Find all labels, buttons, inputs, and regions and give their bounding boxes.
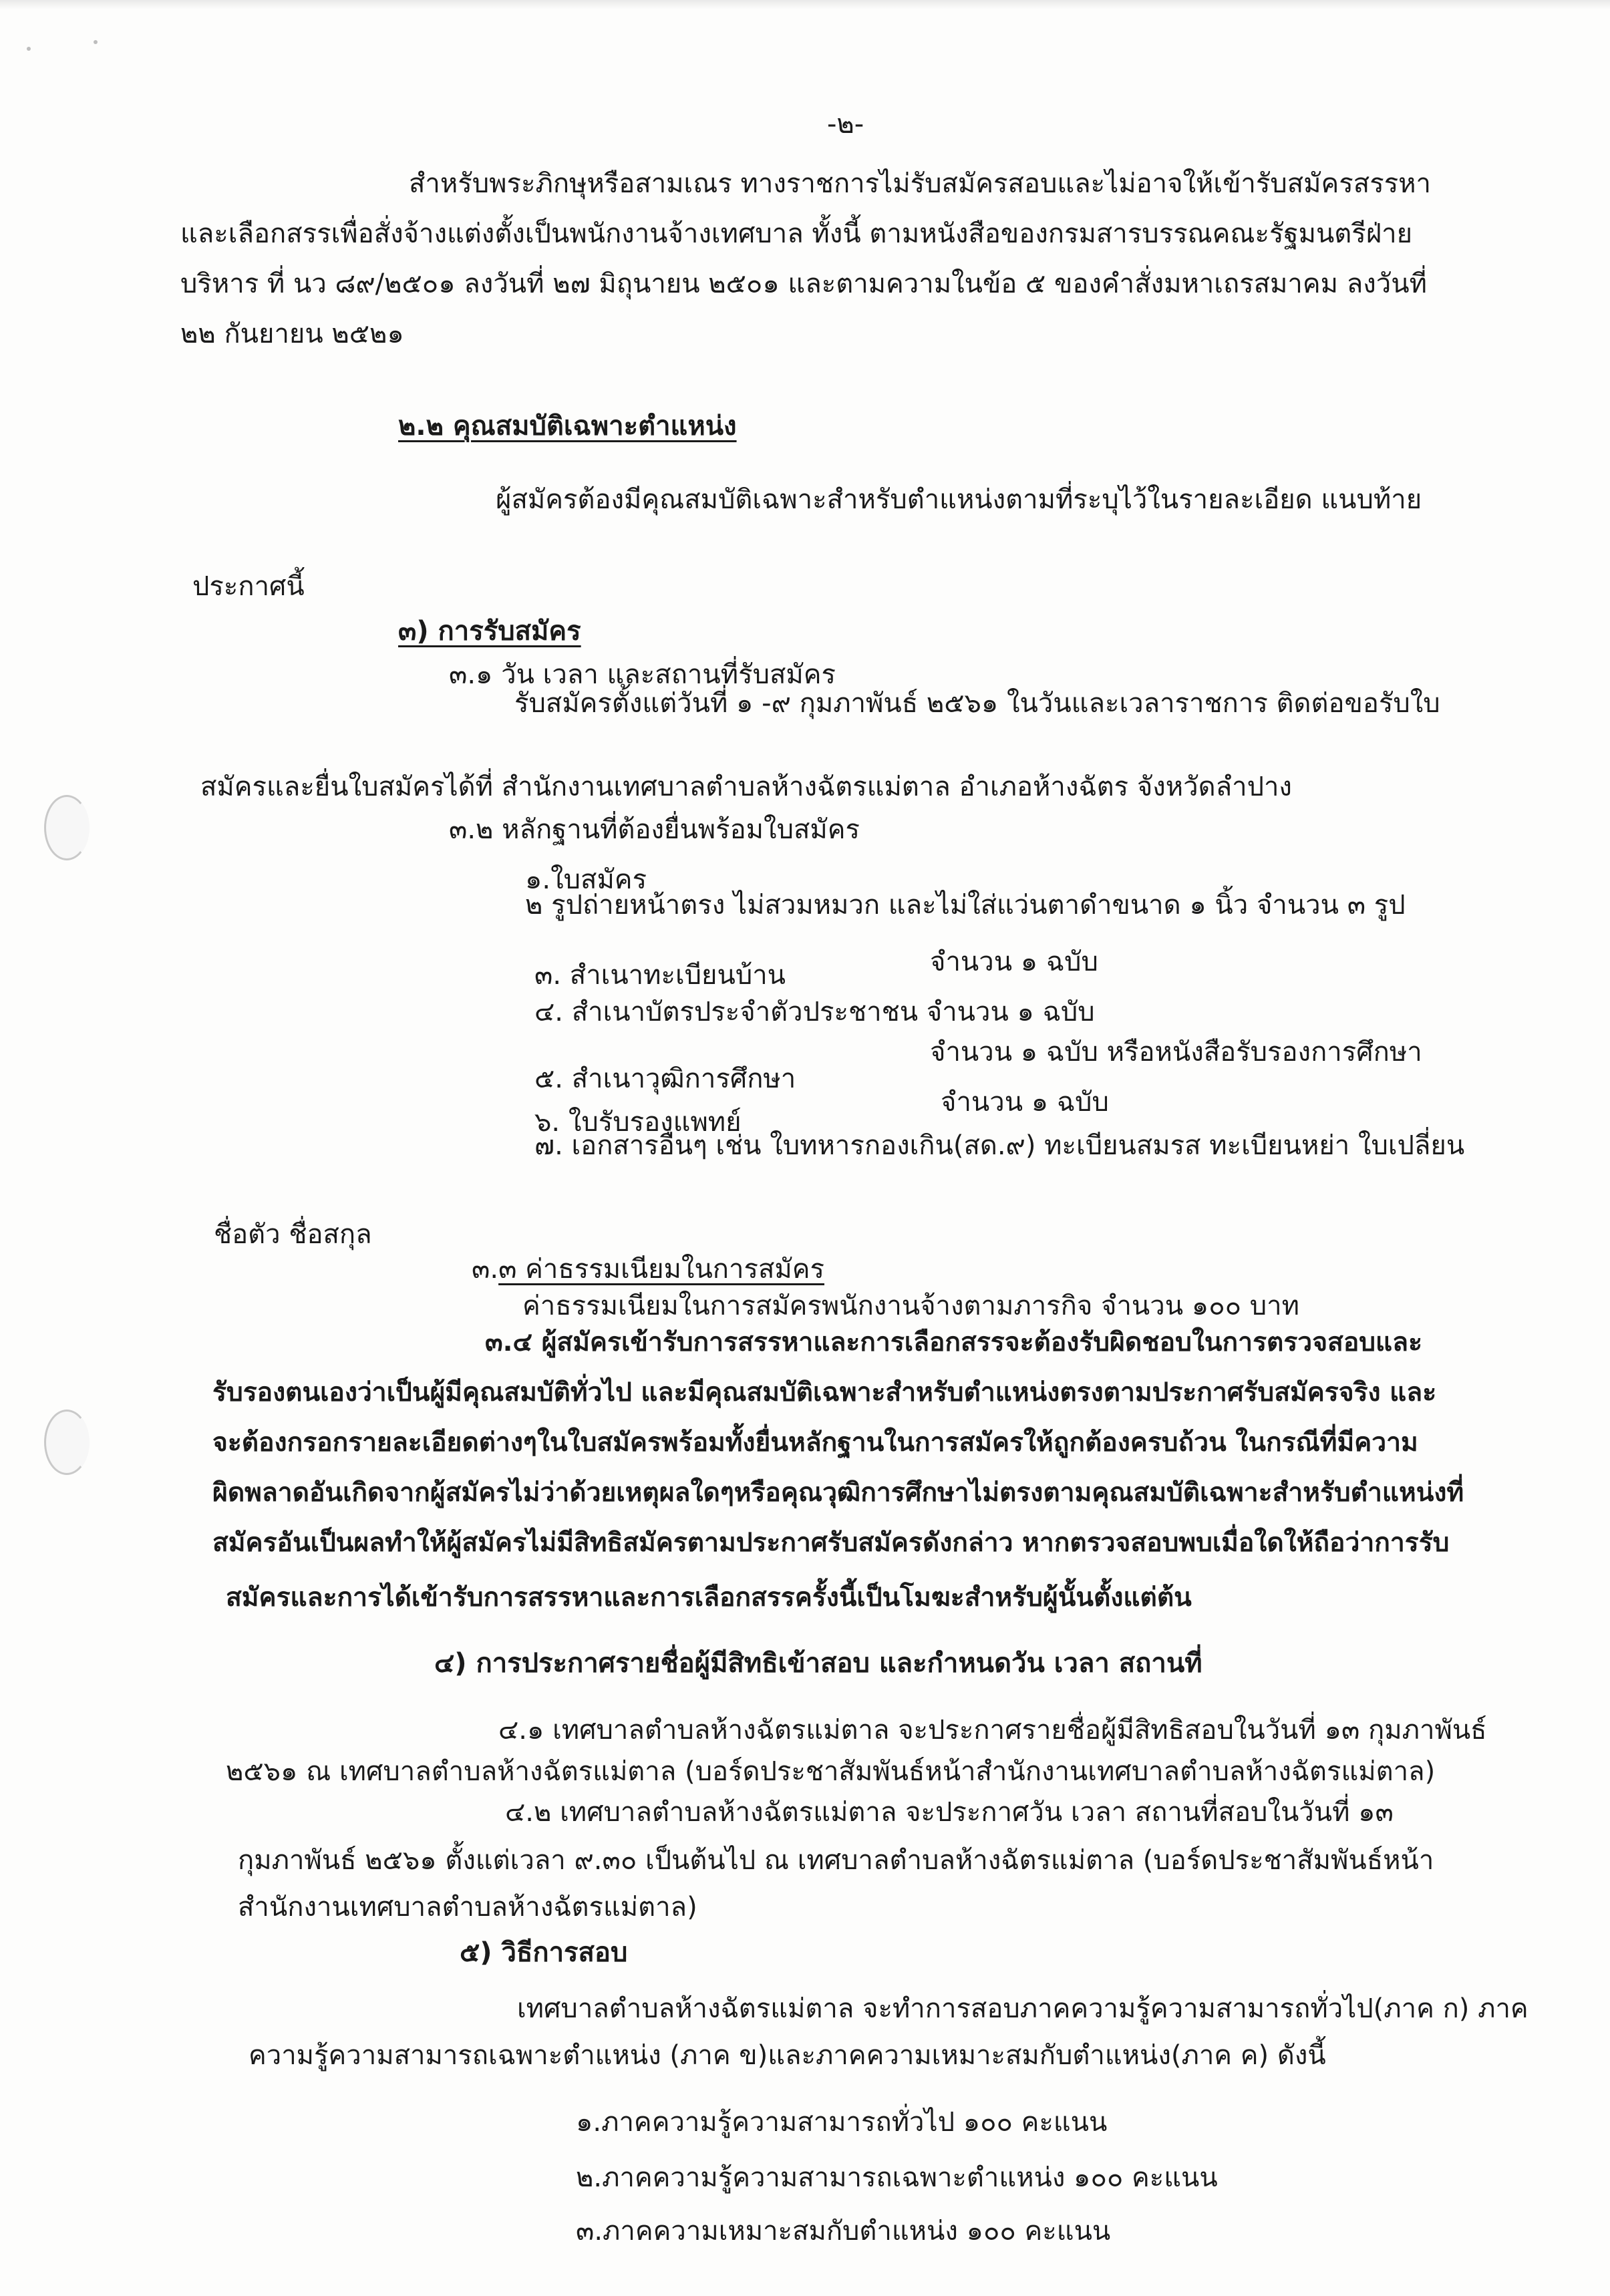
punch-hole-top — [44, 795, 90, 860]
section-3-1-line2: สมัครและยื่นใบสมัครได้ที่ สำนักงานเทศบาลตำบลห้างฉัตรแม่ตาล อำเภอห้างฉัตร จังหวัดลำปาง — [200, 772, 1292, 802]
exam-part-1: ๑.ภาคความรู้ความสามารถทั่วไป ๑๐๐ คะแนน — [576, 2107, 1108, 2138]
punch-hole-bottom — [44, 1410, 90, 1475]
section-3-4-line2: รับรองตนเองว่าเป็นผู้มีคุณสมบัติทั่วไป และมีคุณสมบัติเฉพาะสำหรับตำแหน่งตรงตามประกาศรับสมัครจริง และ — [212, 1377, 1437, 1408]
section-4-2-line2: กุมภาพันธ์ ๒๕๖๑ ตั้งแต่เวลา ๙.๓๐ เป็นต้นไป ณ เทศบาลตำบลห้างฉัตรแม่ตาล (บอร์ดประชาสัมพันธ์หน้า — [238, 1845, 1434, 1876]
section-5-heading: ๕) วิธีการสอบ — [460, 1937, 628, 1968]
para1-line2: และเลือกสรรเพื่อสั่งจ้างแต่งตั้งเป็นพนักงานจ้างเทศบาล ทั้งนี้ ตามหนังสือของกรมสารบรรณคณะรัฐมนตรีฝ่าย — [180, 218, 1413, 249]
scan-edge-shadow — [0, 0, 1610, 9]
required-doc-4: ๔. สำเนาบัตรประจำตัวประชาชน จำนวน ๑ ฉบับ — [534, 997, 1095, 1027]
scan-speck — [94, 40, 98, 44]
section-3-4-line4: ผิดพลาดอันเกิดจากผู้สมัครไม่ว่าด้วยเหตุผลใดๆหรือคุณวุฒิการศึกษาไม่ตรงตามคุณสมบัติเฉพาะสำหรับตำแหน่งที่ — [212, 1478, 1464, 1508]
para1-line3: บริหาร ที่ นว ๘๙/๒๕๐๑ ลงวันที่ ๒๗ มิถุนายน ๒๕๐๑ และตามความในข้อ ๕ ของคำสั่งมหาเถรสมาคม ลงวันที่ — [180, 269, 1427, 299]
section-2-2-line1: ผู้สมัครต้องมีคุณสมบัติเฉพาะสำหรับตำแหน่งตามที่ระบุไว้ในรายละเอียด แนบท้าย — [496, 484, 1422, 515]
required-doc-6-qty: จำนวน ๑ ฉบับ — [941, 1087, 1109, 1118]
section-3-heading: ๓) การรับสมัคร — [398, 616, 581, 647]
required-doc-5-qty: จำนวน ๑ ฉบับ หรือหนังสือรับรองการศึกษา — [930, 1037, 1422, 1068]
para1-line1: สำหรับพระภิกษุหรือสามเณร ทางราชการไม่รับสมัครสอบและไม่อาจให้เข้ารับสมัครสรรหา — [409, 168, 1431, 199]
section-3-4-line6: สมัครและการได้เข้ารับการสรรหาและการเลือกสรรครั้งนี้เป็นโมฆะสำหรับผู้นั้นตั้งแต่ต้น — [226, 1583, 1192, 1613]
section-3-3-title-text: ๓ ค่าธรรมเนียมในการสมัคร — [498, 1254, 824, 1285]
section-4-2-line3: สำนักงานเทศบาลตำบลห้างฉัตรแม่ตาล) — [238, 1892, 697, 1923]
section-4-1-line1: ๔.๑ เทศบาลตำบลห้างฉัตรแม่ตาล จะประกาศรายชื่อผู้มีสิทธิสอบในวันที่ ๑๓ กุมภาพันธ์ — [498, 1715, 1487, 1746]
section-4-1-line2: ๒๕๖๑ ณ เทศบาลตำบลห้างฉัตรแม่ตาล (บอร์ดประชาสัมพันธ์หน้าสำนักงานเทศบาลตำบลห้างฉัตรแม่ตาล) — [226, 1756, 1436, 1787]
section-4-heading: ๔) การประกาศรายชื่อผู้มีสิทธิเข้าสอบ และกำหนดวัน เวลา สถานที่ — [434, 1648, 1202, 1679]
section-3-4-line1: ๓.๔ ผู้สมัครเข้ารับการสรรหาและการเลือกสรรจะต้องรับผิดชอบในการตรวจสอบและ — [485, 1327, 1423, 1357]
page-number: -๒- — [827, 109, 864, 140]
section-3-3-title — [472, 1256, 824, 1283]
exam-part-2: ๒.ภาคความรู้ความสามารถเฉพาะตำแหน่ง ๑๐๐ คะแนน — [576, 2162, 1218, 2193]
required-doc-5: ๕. สำเนาวุฒิการศึกษา — [534, 1063, 796, 1094]
para1-line4: ๒๒ กันยายน ๒๕๒๑ — [180, 319, 404, 349]
required-doc-7-line1: ๗. เอกสารอื่นๆ เช่น ใบทหารกองเกิน(สด.๙) ทะเบียนสมรส ทะเบียนหย่า ใบเปลี่ยน — [534, 1130, 1465, 1161]
required-doc-3-qty: จำนวน ๑ ฉบับ — [930, 947, 1098, 977]
scan-speck — [27, 47, 31, 51]
section-3-3-prefix: ๓. — [472, 1254, 499, 1285]
section-3-2-title: ๓.๒ หลักฐานที่ต้องยื่นพร้อมใบสมัคร — [449, 814, 860, 845]
required-doc-7-line2: ชื่อตัว ชื่อสกุล — [214, 1219, 372, 1250]
required-doc-2: ๒ รูปถ่ายหน้าตรง ไม่สวมหมวก และไม่ใส่แว่นตาดำขนาด ๑ นิ้ว จำนวน ๓ รูป — [525, 890, 1406, 921]
section-5-line1: เทศบาลตำบลห้างฉัตรแม่ตาล จะทำการสอบภาคความรู้ความสามารถทั่วไป(ภาค ก) ภาค — [517, 1993, 1528, 2024]
section-3-4-line3: จะต้องกรอกรายละเอียดต่างๆในใบสมัครพร้อมทั้งยื่นหลักฐานในการสมัครให้ถูกต้องครบถ้วน ในกรณีที่มีความ — [212, 1428, 1418, 1458]
section-5-line2: ความรู้ความสามารถเฉพาะตำแหน่ง (ภาค ข)และภาคความเหมาะสมกับตำแหน่ง(ภาค ค) ดังนี้ — [249, 2040, 1326, 2071]
section-2-2-line2: ประกาศนี้ — [192, 571, 305, 602]
section-3-3-line1: ค่าธรรมเนียมในการสมัครพนักงานจ้างตามภารกิจ จำนวน ๑๐๐ บาท — [522, 1291, 1299, 1321]
exam-part-3: ๓.ภาคความเหมาะสมกับตำแหน่ง ๑๐๐ คะแนน — [576, 2216, 1111, 2247]
section-3-4-line5: สมัครอันเป็นผลทำให้ผู้สมัครไม่มีสิทธิสมัครตามประกาศรับสมัครดังกล่าว หากตรวจสอบพบเมื่อใดให้ถือว่าการรับ — [212, 1528, 1450, 1558]
required-doc-3: ๓. สำเนาทะเบียนบ้าน — [534, 960, 786, 991]
required-doc-6: ๖. ใบรับรองแพทย์ — [534, 1107, 742, 1138]
section-4-2-line1: ๔.๒ เทศบาลตำบลห้างฉัตรแม่ตาล จะประกาศวัน เวลา สถานที่สอบในวันที่ ๑๓ — [505, 1797, 1394, 1828]
section-3-1-line1: รับสมัครตั้งแต่วันที่ ๑ -๙ กุมภาพันธ์ ๒๕๖๑ ในวันและเวลาราชการ ติดต่อขอรับใบ — [514, 688, 1440, 719]
required-doc-1: ๑.ใบสมัคร — [525, 864, 647, 895]
section-2-2-heading: ๒.๒ คุณสมบัติเฉพาะตำแหน่ง — [398, 411, 737, 442]
section-3-1-title: ๓.๑ วัน เวลา และสถานที่รับสมัคร — [449, 659, 836, 690]
